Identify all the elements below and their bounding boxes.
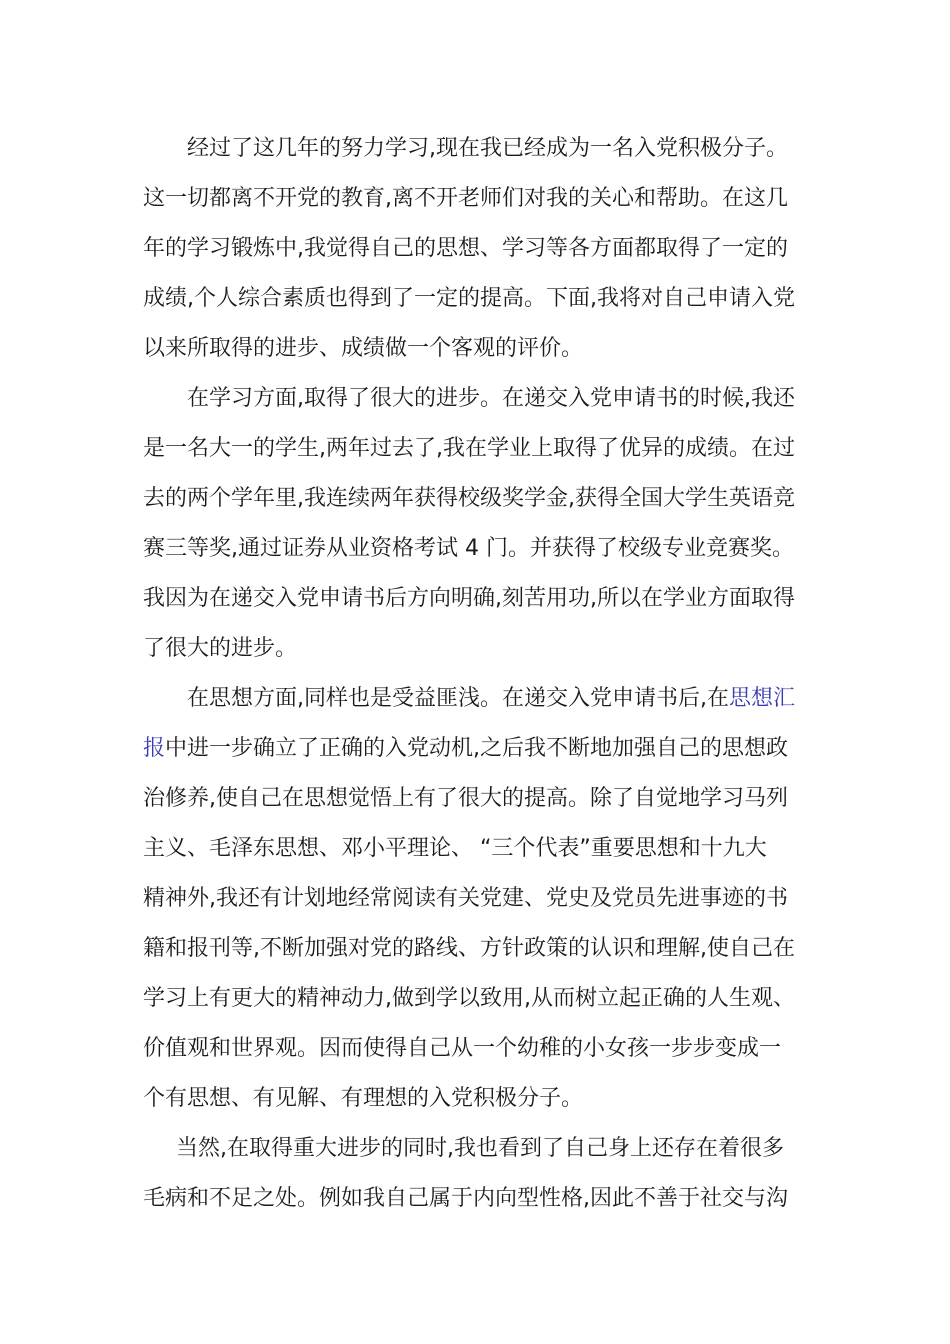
thought-report-link-continued[interactable]: 报: [143, 736, 166, 761]
paragraph-3-line-5: 精神外,我还有计划地经常阅读有关党建、党史及党员先进事迹的书: [143, 886, 788, 911]
paragraph-2-line-3: 去的两个学年里,我连续两年获得校级奖学金,获得全国大学生英语竞: [143, 486, 795, 511]
paragraph-2-line-5: 我因为在递交入党申请书后方向明确,刻苦用功,所以在学业方面取得: [143, 586, 795, 611]
paragraph-2-line-2: 是一名大一的学生,两年过去了,我在学业上取得了优异的成绩。在过: [143, 436, 795, 461]
thought-report-link[interactable]: 思想汇: [729, 686, 796, 711]
paragraph-4-line-2: 毛病和不足之处。例如我自己属于内向型性格,因此不善于社交与沟: [143, 1186, 788, 1211]
paragraph-3-line-6: 籍和报刊等,不断加强对党的路线、方针政策的认识和理解,使自己在: [143, 936, 795, 961]
paragraph-3-line-7: 学习上有更大的精神动力,做到学以致用,从而树立起正确的人生观、: [143, 986, 795, 1011]
paragraph-3-line-1-text: 在思想方面,同样也是受益匪浅。在递交入党申请书后,在: [187, 686, 729, 711]
paragraph-2-line-4: 赛三等奖,通过证券从业资格考试 4 门。并获得了校级专业竞赛奖。: [143, 536, 794, 561]
paragraph-3-line-2: [143, 724, 808, 774]
paragraph-1-line-4: 成绩,个人综合素质也得到了一定的提高。下面,我将对自己申请入党: [143, 286, 795, 311]
paragraph-1-line-5: 以来所取得的进步、成绩做一个客观的评价。: [143, 336, 584, 361]
paragraph-3-line-3: 治修养,使自己在思想觉悟上有了很大的提高。除了自觉地学习马列: [143, 786, 788, 811]
paragraph-1-line-2: 这一切都离不开党的教育,离不开老师们对我的关心和帮助。在这几: [143, 186, 788, 211]
paragraph-3-line-9: 个有思想、有见解、有理想的入党积极分子。: [143, 1086, 584, 1111]
paragraph-3-line-2-text: 中进一步确立了正确的入党动机,之后我不断地加强自己的思想政: [165, 736, 789, 761]
paragraph-2-line-1: 在学习方面,取得了很大的进步。在递交入党申请书的时候,我还: [187, 386, 795, 411]
paragraph-1-line-1: 经过了这几年的努力学习,现在我已经成为一名入党积极分子。: [187, 136, 788, 161]
document-body: [143, 124, 808, 1224]
paragraph-1-line-3: 年的学习锻炼中,我觉得自己的思想、学习等各方面都取得了一定的: [143, 236, 788, 261]
paragraph-3-line-4: 主义、毛泽东思想、邓小平理论、 “三个代表”重要思想和十九大: [143, 836, 767, 861]
paragraph-3-line-8: 价值观和世界观。因而使得自己从一个幼稚的小女孩一步步变成一: [143, 1036, 782, 1061]
paragraph-4-line-1: 当然,在取得重大进步的同时,我也看到了自己身上还存在着很多: [176, 1136, 784, 1161]
paragraph-3-line-1: [143, 674, 808, 724]
paragraph-2-line-6: 了很大的进步。: [143, 636, 298, 661]
